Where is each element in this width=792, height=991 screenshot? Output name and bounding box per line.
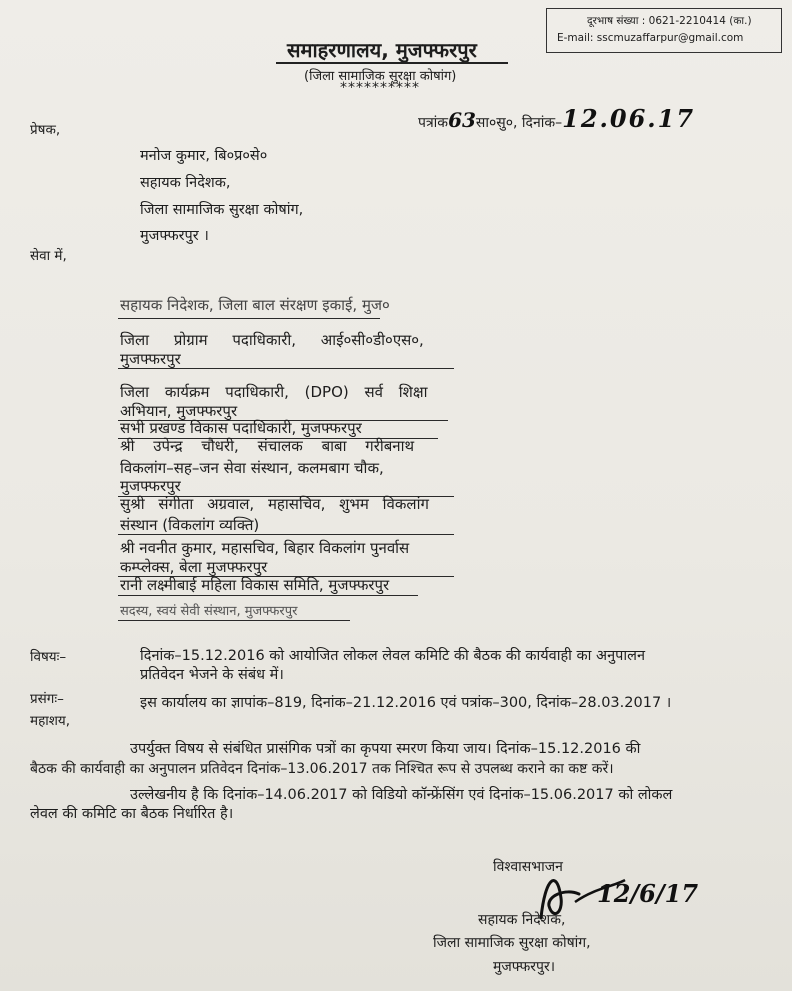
signatory-line: जिला सामाजिक सुरक्षा कोषांग,	[433, 935, 591, 951]
contact-email: E-mail: sscmuzaffarpur@gmail.com	[557, 32, 744, 44]
letter-ref-prefix: पत्रांक	[418, 115, 449, 131]
signature-date: 12/6/17	[597, 879, 699, 908]
recipient-line: कम्प्लेक्स, बेला मुजफ्फरपुर	[120, 558, 268, 576]
recipient-underline	[118, 318, 380, 319]
subject-text: प्रतिवेदन भेजने के संबंध में।	[140, 667, 284, 683]
sender-line: जिला सामाजिक सुरक्षा कोषांग,	[140, 202, 304, 218]
recipient-line: सभी प्रखण्ड विकास पदाधिकारी, मुजफ्फरपुर	[120, 419, 362, 437]
recipient-underline	[118, 620, 350, 621]
recipient-line: सदस्य, स्वयं सेवी संस्थान, मुजफ्फरपुर	[120, 604, 298, 619]
letter-ref-mid: सा०सु०, दिनांक–	[475, 115, 563, 131]
sender-line: मुजफ्फरपुर ।	[140, 228, 209, 244]
body-line: बैठक की कार्यवाही का अनुपालन प्रतिवेदन दिनांक–13.06.2017 तक निश्चित रूप से उपलब्ध कराने का कष्ट करें।	[30, 761, 614, 777]
salutation: महाशय,	[30, 713, 71, 729]
subject-label: विषयः–	[30, 649, 67, 665]
title-underline	[276, 62, 508, 64]
recipient-line: सुश्री संगीता अग्रवाल, महासचिव, शुभम विकलांग	[120, 495, 429, 513]
subject-text: दिनांक–15.12.2016 को आयोजित लोकल लेवल कमिटि की बैठक की कार्यवाही का अनुपालन	[140, 648, 646, 664]
reference-text: इस कार्यालय का ज्ञापांक–819, दिनांक–21.12.2016 एवं पत्रांक–300, दिनांक–28.03.2017 ।	[140, 695, 672, 711]
sender-label: प्रेषक,	[30, 122, 61, 138]
recipient-line: सहायक निदेशक, जिला बाल संरक्षण इकाई, मुज०	[120, 296, 390, 314]
letter-reference	[418, 104, 695, 133]
office-subtitle: (जिला सामाजिक सुरक्षा कोषांग)	[304, 69, 457, 84]
body-line: उपर्युक्त विषय से संबंधित प्रासंगिक पत्रों का कृपया स्मरण किया जाय। दिनांक–15.12.2016 की	[130, 741, 641, 757]
recipient-label: सेवा में,	[30, 248, 67, 264]
body-line: उल्लेखनीय है कि दिनांक–14.06.2017 को विडियो कॉन्फ्रेंसिंग एवं दिनांक–15.06.2017 को लोकल	[130, 787, 673, 803]
closing-faithfully: विश्वासभाजन	[493, 859, 563, 875]
letter-number: 63	[448, 108, 476, 132]
recipient-line: मुजफ्फरपुर	[120, 477, 181, 495]
recipient-underline	[118, 595, 418, 596]
stars-divider: **********	[340, 80, 420, 96]
sender-line: मनोज कुमार, बि०प्र०से०	[140, 148, 268, 164]
recipient-line: श्री उपेन्द्र चौधरी, संचालक बाबा गरीबनाथ	[120, 437, 415, 455]
recipient-line: संस्थान (विकलांग व्यक्ति)	[120, 516, 260, 534]
recipient-line: विकलांग–सह–जन सेवा संस्थान, कलमबाग चौक,	[120, 459, 384, 477]
recipient-line: मुजफ्फरपुर	[120, 350, 181, 368]
recipient-line: अभियान, मुजफ्फरपुर	[120, 402, 238, 420]
contact-box	[546, 8, 782, 53]
recipient-line: जिला कार्यक्रम पदाधिकारी, (DPO) सर्व शिक्षा	[120, 383, 428, 401]
signatory-line: मुजफ्फरपुर।	[493, 959, 556, 975]
recipient-underline	[118, 368, 454, 369]
recipient-line: रानी लक्ष्मीबाई महिला विकास समिति, मुजफ्फरपुर	[120, 576, 390, 594]
signatory-line: सहायक निदेशक,	[478, 912, 566, 928]
sender-line: सहायक निदेशक,	[140, 175, 231, 191]
recipient-line: जिला प्रोग्राम पदाधिकारी, आई०सी०डी०एस०,	[120, 331, 424, 349]
office-title: समाहरणालय, मुजफ्फरपुर	[287, 38, 477, 62]
letter-date: 12.06.17	[562, 104, 696, 133]
reference-label: प्रसंगः–	[30, 691, 64, 707]
recipient-line: श्री नवनीत कुमार, महासचिव, बिहार विकलांग पुनर्वास	[120, 539, 410, 557]
body-line: लेवल की कमिटि का बैठक निर्धारित है।	[30, 806, 234, 822]
recipient-underline	[118, 534, 454, 535]
contact-phone: दूरभाष संख्या : 0621-2210414 (का.)	[587, 15, 752, 27]
